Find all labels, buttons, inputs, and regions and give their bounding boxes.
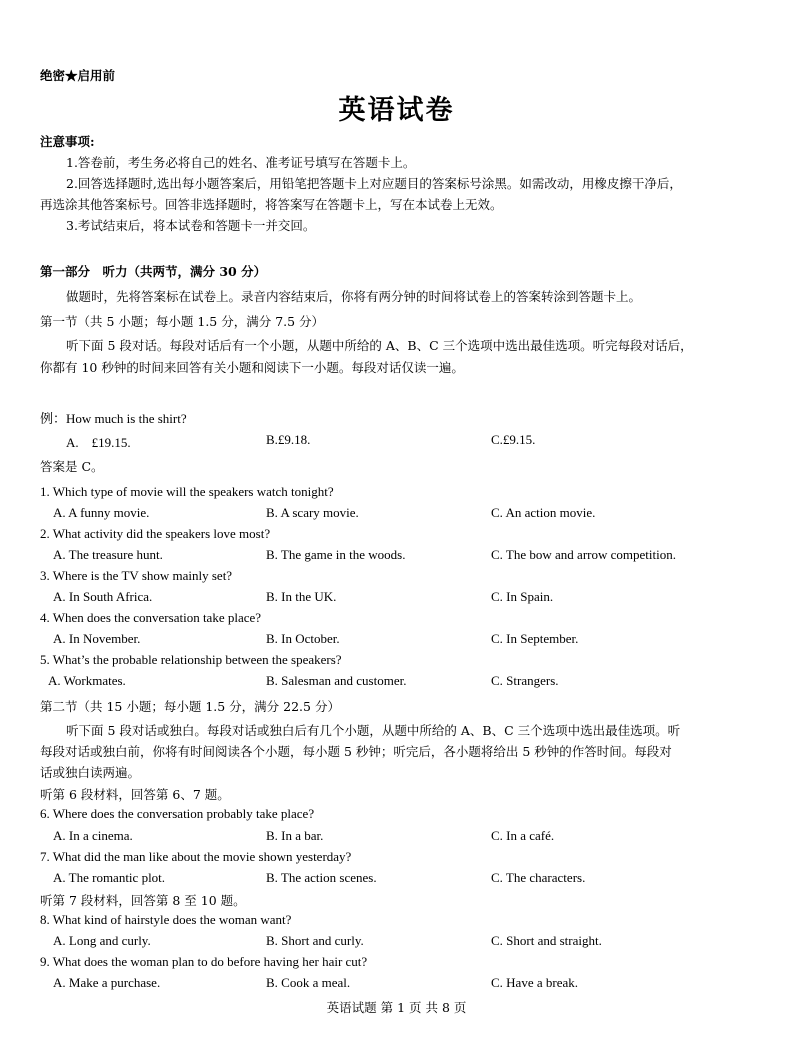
notice-heading: 注意事项: (40, 134, 95, 149)
example-question: 例：How much is the shirt? (40, 411, 187, 426)
section1-intro-line-1: 听下面 5 段对话。每段对话后有一个小题，从题中所给的 A、B、C 三个选项中选出最佳选项。听完每段对话后， (66, 338, 693, 353)
q9-option-b: B. Cook a meal. (266, 975, 351, 990)
q7-option-c: C. The characters. (491, 870, 586, 885)
q3-option-b: B. In the UK. (266, 589, 337, 604)
q1-option-b: B. A scary movie. (266, 505, 359, 520)
section1-intro-line-2: 你都有 10 秒钟的时间来回答有关小题和阅读下一小题。每段对话仅读一遍。 (40, 360, 464, 375)
section2-intro-line-2: 每段对话或独白前，你将有时间阅读各个小题，每小题 5 秒钟；听完后，各小题将给出 5 秒钟的作答时间。每段对 (40, 744, 672, 759)
question-3: 3. Where is the TV show mainly set? (40, 568, 233, 583)
q9-option-c: C. Have a break. (491, 975, 578, 990)
section2-heading: 第二节（共 15 小题；每小题 1.5 分，满分 22.5 分） (40, 699, 340, 714)
q2-option-c: C. The bow and arrow competition. (491, 547, 676, 562)
question-9: 9. What does the woman plan to do before having her hair cut? (40, 954, 368, 969)
q6-option-a: A. In a cinema. (53, 828, 133, 843)
notice-item-1: 1.答卷前，考生务必将自己的姓名、准考证号填写在答题卡上。 (66, 155, 416, 170)
q7-option-b: B. The action scenes. (266, 870, 377, 885)
notice-item-2-line-2: 再选涂其他答案标号。回答非选择题时，将答案写在答题卡上，写在本试卷上无效。 (40, 197, 503, 212)
question-1: 1. Which type of movie will the speakers watch tonight? (40, 484, 334, 499)
q6-option-b: B. In a bar. (266, 828, 324, 843)
question-2: 2. What activity did the speakers love most? (40, 526, 271, 541)
q9-option-a: A. Make a purchase. (53, 975, 161, 990)
q2-option-b: B. The game in the woods. (266, 547, 406, 562)
page-title: 英语试卷 (338, 95, 455, 126)
question-8: 8. What kind of hairstyle does the woman want? (40, 912, 292, 927)
section1-heading: 第一节（共 5 小题；每小题 1.5 分，满分 7.5 分） (40, 314, 325, 329)
q2-option-a: A. The treasure hunt. (53, 547, 163, 562)
confidential-label: 绝密★启用前 (40, 68, 116, 83)
q8-option-c: C. Short and straight. (491, 933, 602, 948)
notice-item-3: 3.考试结束后，将本试卷和答题卡一并交回。 (66, 218, 316, 233)
q6-option-c: C. In a café. (491, 828, 555, 843)
q3-option-a: A. In South Africa. (53, 589, 153, 604)
q4-option-b: B. In October. (266, 631, 340, 646)
part1-heading: 第一部分 听力（共两节，满分 30 分） (40, 264, 267, 279)
q8-option-a: A. Long and curly. (53, 933, 151, 948)
example-option-b: B.£9.18. (266, 432, 311, 447)
question-6: 6. Where does the conversation probably take place? (40, 806, 315, 821)
material-7-instruction: 听第 7 段材料，回答第 8 至 10 题。 (40, 893, 246, 908)
notice-item-2-line-1: 2.回答选择题时,选出每小题答案后，用铅笔把答题卡上对应题目的答案标号涂黑。如需改动，用橡皮擦干净后， (66, 176, 682, 191)
section2-intro-line-3: 话或独白读两遍。 (40, 765, 141, 780)
example-option-c: C.£9.15. (491, 432, 536, 447)
q8-option-b: B. Short and curly. (266, 933, 364, 948)
page-footer: 英语试题 第 1 页 共 8 页 (326, 1000, 467, 1015)
question-5: 5. What’s the probable relationship between the speakers? (40, 652, 342, 667)
example-option-a: A. £19.15. (66, 435, 131, 450)
q5-option-b: B. Salesman and customer. (266, 673, 407, 688)
q5-option-c: C. Strangers. (491, 673, 559, 688)
example-answer: 答案是 C。 (40, 459, 104, 474)
q1-option-a: A. A funny movie. (53, 505, 150, 520)
question-4: 4. When does the conversation take place? (40, 610, 262, 625)
q4-option-a: A. In November. (53, 631, 141, 646)
q1-option-c: C. An action movie. (491, 505, 596, 520)
q4-option-c: C. In September. (491, 631, 579, 646)
material-6-instruction: 听第 6 段材料，回答第 6、7 题。 (40, 787, 230, 802)
q7-option-a: A. The romantic plot. (53, 870, 166, 885)
section2-intro-line-1: 听下面 5 段对话或独白。每段对话或独白后有几个小题，从题中所给的 A、B、C 三个选项中选出最佳选项。听 (66, 723, 681, 738)
q5-option-a: A. Workmates. (48, 673, 126, 688)
q3-option-c: C. In Spain. (491, 589, 554, 604)
question-7: 7. What did the man like about the movie shown yesterday? (40, 849, 352, 864)
part1-intro: 做题时，先将答案标在试卷上。录音内容结束后，你将有两分钟的时间将试卷上的答案转涂到答题卡上。 (66, 289, 642, 304)
